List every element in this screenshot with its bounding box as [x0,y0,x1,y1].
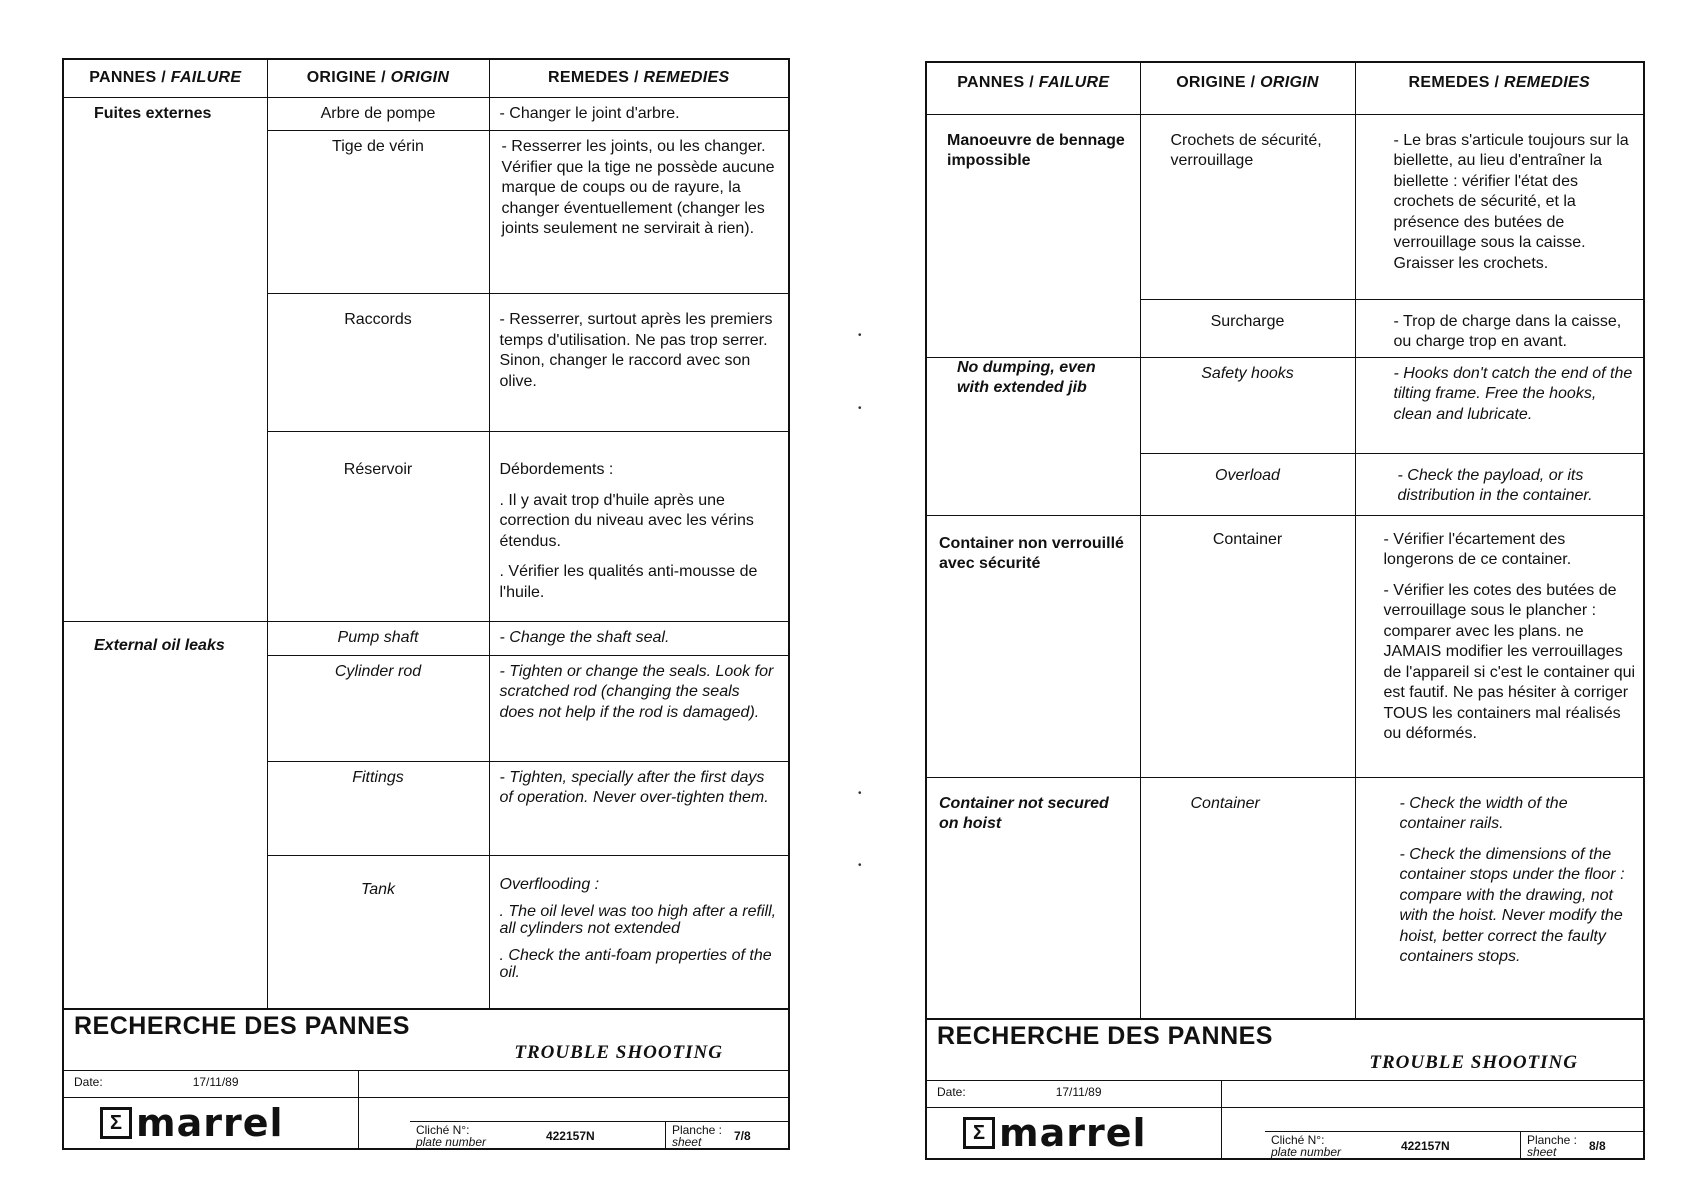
origin-cell: Cylinder rod [267,655,489,761]
remedy-cell [489,855,789,1009]
remedy-item: . Vérifier les qualités anti-mousse de l'huile. [499,563,758,601]
scan-speck: • [858,330,862,341]
header-failure: PANNES / FAILURE [926,62,1140,114]
remedy-cell [1355,777,1644,1019]
sheet-number: 8/8 [1589,1139,1606,1153]
remedy-cell: - Resserrer, surtout après les premiers temps d'utilisation. Ne pas trop serrer. Sinon, changer le raccord avec son olive. [489,294,789,432]
header-failure: PANNES / FAILURE [63,59,267,97]
date-label: Date: [74,1075,103,1089]
table-row [926,777,1644,1019]
remedy-cell: - Change the shaft seal. [489,622,789,656]
remedy-item: . Il y avait trop d'huile après une correction du niveau avec les vérins étendus. [499,491,754,550]
failure-cell: Manoeuvre de bennage impossible [926,114,1140,357]
table-row [63,97,789,131]
company-logo [927,1108,1222,1158]
origin-cell: Raccords [267,294,489,432]
page-sheet-8 [925,61,1645,1160]
failure-cell: External oil leaks [63,622,267,1010]
origin-cell: Tank [267,855,489,1009]
plate-info [410,1121,788,1148]
sheet-number: 7/8 [734,1129,751,1143]
failure-cell: Container non verrouillé avec sécurité [926,515,1140,777]
page-sheet-7 [62,58,790,1150]
remedy-item: - Check the width of the container rails. [1399,794,1568,832]
scan-speck: • [858,788,862,799]
table-row [926,515,1644,777]
date-field [64,1071,359,1098]
planche-label: Planche : sheet [665,1122,728,1150]
origin-cell: Crochets de sécurité, verrouillage [1140,114,1355,299]
remedy-cell [1355,515,1644,777]
origin-cell: Safety hooks [1140,357,1355,453]
company-logo [64,1098,359,1148]
remedy-item: - Vérifier les cotes des butées de verrouillage sous le plancher : comparer avec les plans. ne JAMAIS modifier les verrouillages de l'appareil si c'est le container qui est fautif. Ne pas hésiter à corriger TOUS les containers mal réalisés ou déformés. [1383,581,1636,742]
remedy-item: . Check the anti-foam properties of the oil. [499,946,772,981]
title-fr: RECHERCHE DES PANNES [74,1012,410,1040]
remedy-cell: - Check the payload, or its distribution in the container. [1355,453,1644,515]
troubleshooting-table [62,58,790,1010]
header-origin: ORIGINE / ORIGIN [1140,62,1355,114]
origin-cell: Overload [1140,453,1355,515]
plate-info [1265,1131,1643,1158]
failure-cell: Container not secured on hoist [926,777,1140,1019]
scan-speck: • [858,403,862,414]
table-header-row [63,59,789,97]
origin-cell: Container [1140,515,1355,777]
remedy-cell: - Tighten or change the seals. Look for scratched rod (changing the seals does not help if the rod is damaged). [489,655,789,761]
remedy-cell: - Trop de charge dans la caisse, ou charge trop en avant. [1355,299,1644,357]
cliche-label: Cliché N°: plate number [1270,1133,1341,1159]
plate-number: 422157N [1400,1139,1450,1153]
remedy-title: Débordements : [499,461,614,478]
cliche-label: Cliché N°: plate number [415,1123,486,1149]
title-row [64,1010,788,1071]
origin-cell: Réservoir [267,432,489,622]
remedy-cell: - Changer le joint d'arbre. [489,97,789,131]
logo-text: marrel [999,1111,1147,1155]
origin-cell: Tige de vérin [267,131,489,294]
title-en: TROUBLE SHOOTING [1369,1052,1578,1073]
logo-text: marrel [136,1101,284,1145]
date-value: 17/11/89 [192,1075,239,1089]
planche-label: Planche : sheet [1520,1132,1583,1160]
origin-cell: Arbre de pompe [267,97,489,131]
remedy-item: - Vérifier l'écartement des longerons de ce container. [1383,530,1572,568]
remedy-cell: - Le bras s'articule toujours sur la biellette, au lieu d'entraîner la biellette : vérifier l'état des crochets de sécurité, et la présence des butées de verrouillage sous la caisse. Graisser les crochets. [1355,114,1644,299]
header-remedies: REMEDES / REMEDIES [489,59,789,97]
origin-cell: Pump shaft [267,622,489,656]
remedy-cell: - Resserrer les joints, ou les changer. Vérifier que la tige ne possède aucune marque de coups ou de rayure, la changer éventuellement (changer les joints seulement ne servirait à rien). [489,131,789,294]
remedy-cell [489,432,789,622]
remedy-title: Overflooding : [499,875,600,893]
title-row [927,1020,1643,1081]
troubleshooting-table [925,61,1645,1020]
date-label: Date: [937,1085,966,1099]
remedy-cell: - Tighten, specially after the first days of operation. Never over-tighten them. [489,761,789,855]
table-row [63,622,789,656]
failure-cell: No dumping, even with extended jib [926,357,1140,515]
remedy-cell: - Hooks don't catch the end of the tilting frame. Free the hooks, clean and lubricate. [1355,357,1644,453]
logo-mark-icon: Σ [100,1107,132,1139]
remedy-item: . The oil level was too high after a refill, all cylinders not extended [499,902,777,937]
title-block [925,1020,1645,1160]
table-header-row [926,62,1644,114]
failure-cell: Fuites externes [63,97,267,622]
logo-mark-icon: Σ [963,1117,995,1149]
title-fr: RECHERCHE DES PANNES [937,1022,1273,1050]
plate-number: 422157N [545,1129,595,1143]
table-row [926,357,1644,453]
header-origin: ORIGINE / ORIGIN [267,59,489,97]
remedy-item: - Check the dimensions of the container stops under the floor : compare with the drawing, not with the hoist. Never modify the hoist, better correct the faulty containers stops. [1399,845,1625,965]
scan-speck: • [858,860,862,871]
title-en: TROUBLE SHOOTING [514,1042,723,1063]
table-row [926,114,1644,299]
origin-cell: Fittings [267,761,489,855]
origin-cell: Container [1140,777,1355,1019]
date-value: 17/11/89 [1055,1085,1102,1099]
origin-cell: Surcharge [1140,299,1355,357]
title-block [62,1010,790,1150]
date-field [927,1081,1222,1108]
header-remedies: REMEDES / REMEDIES [1355,62,1644,114]
